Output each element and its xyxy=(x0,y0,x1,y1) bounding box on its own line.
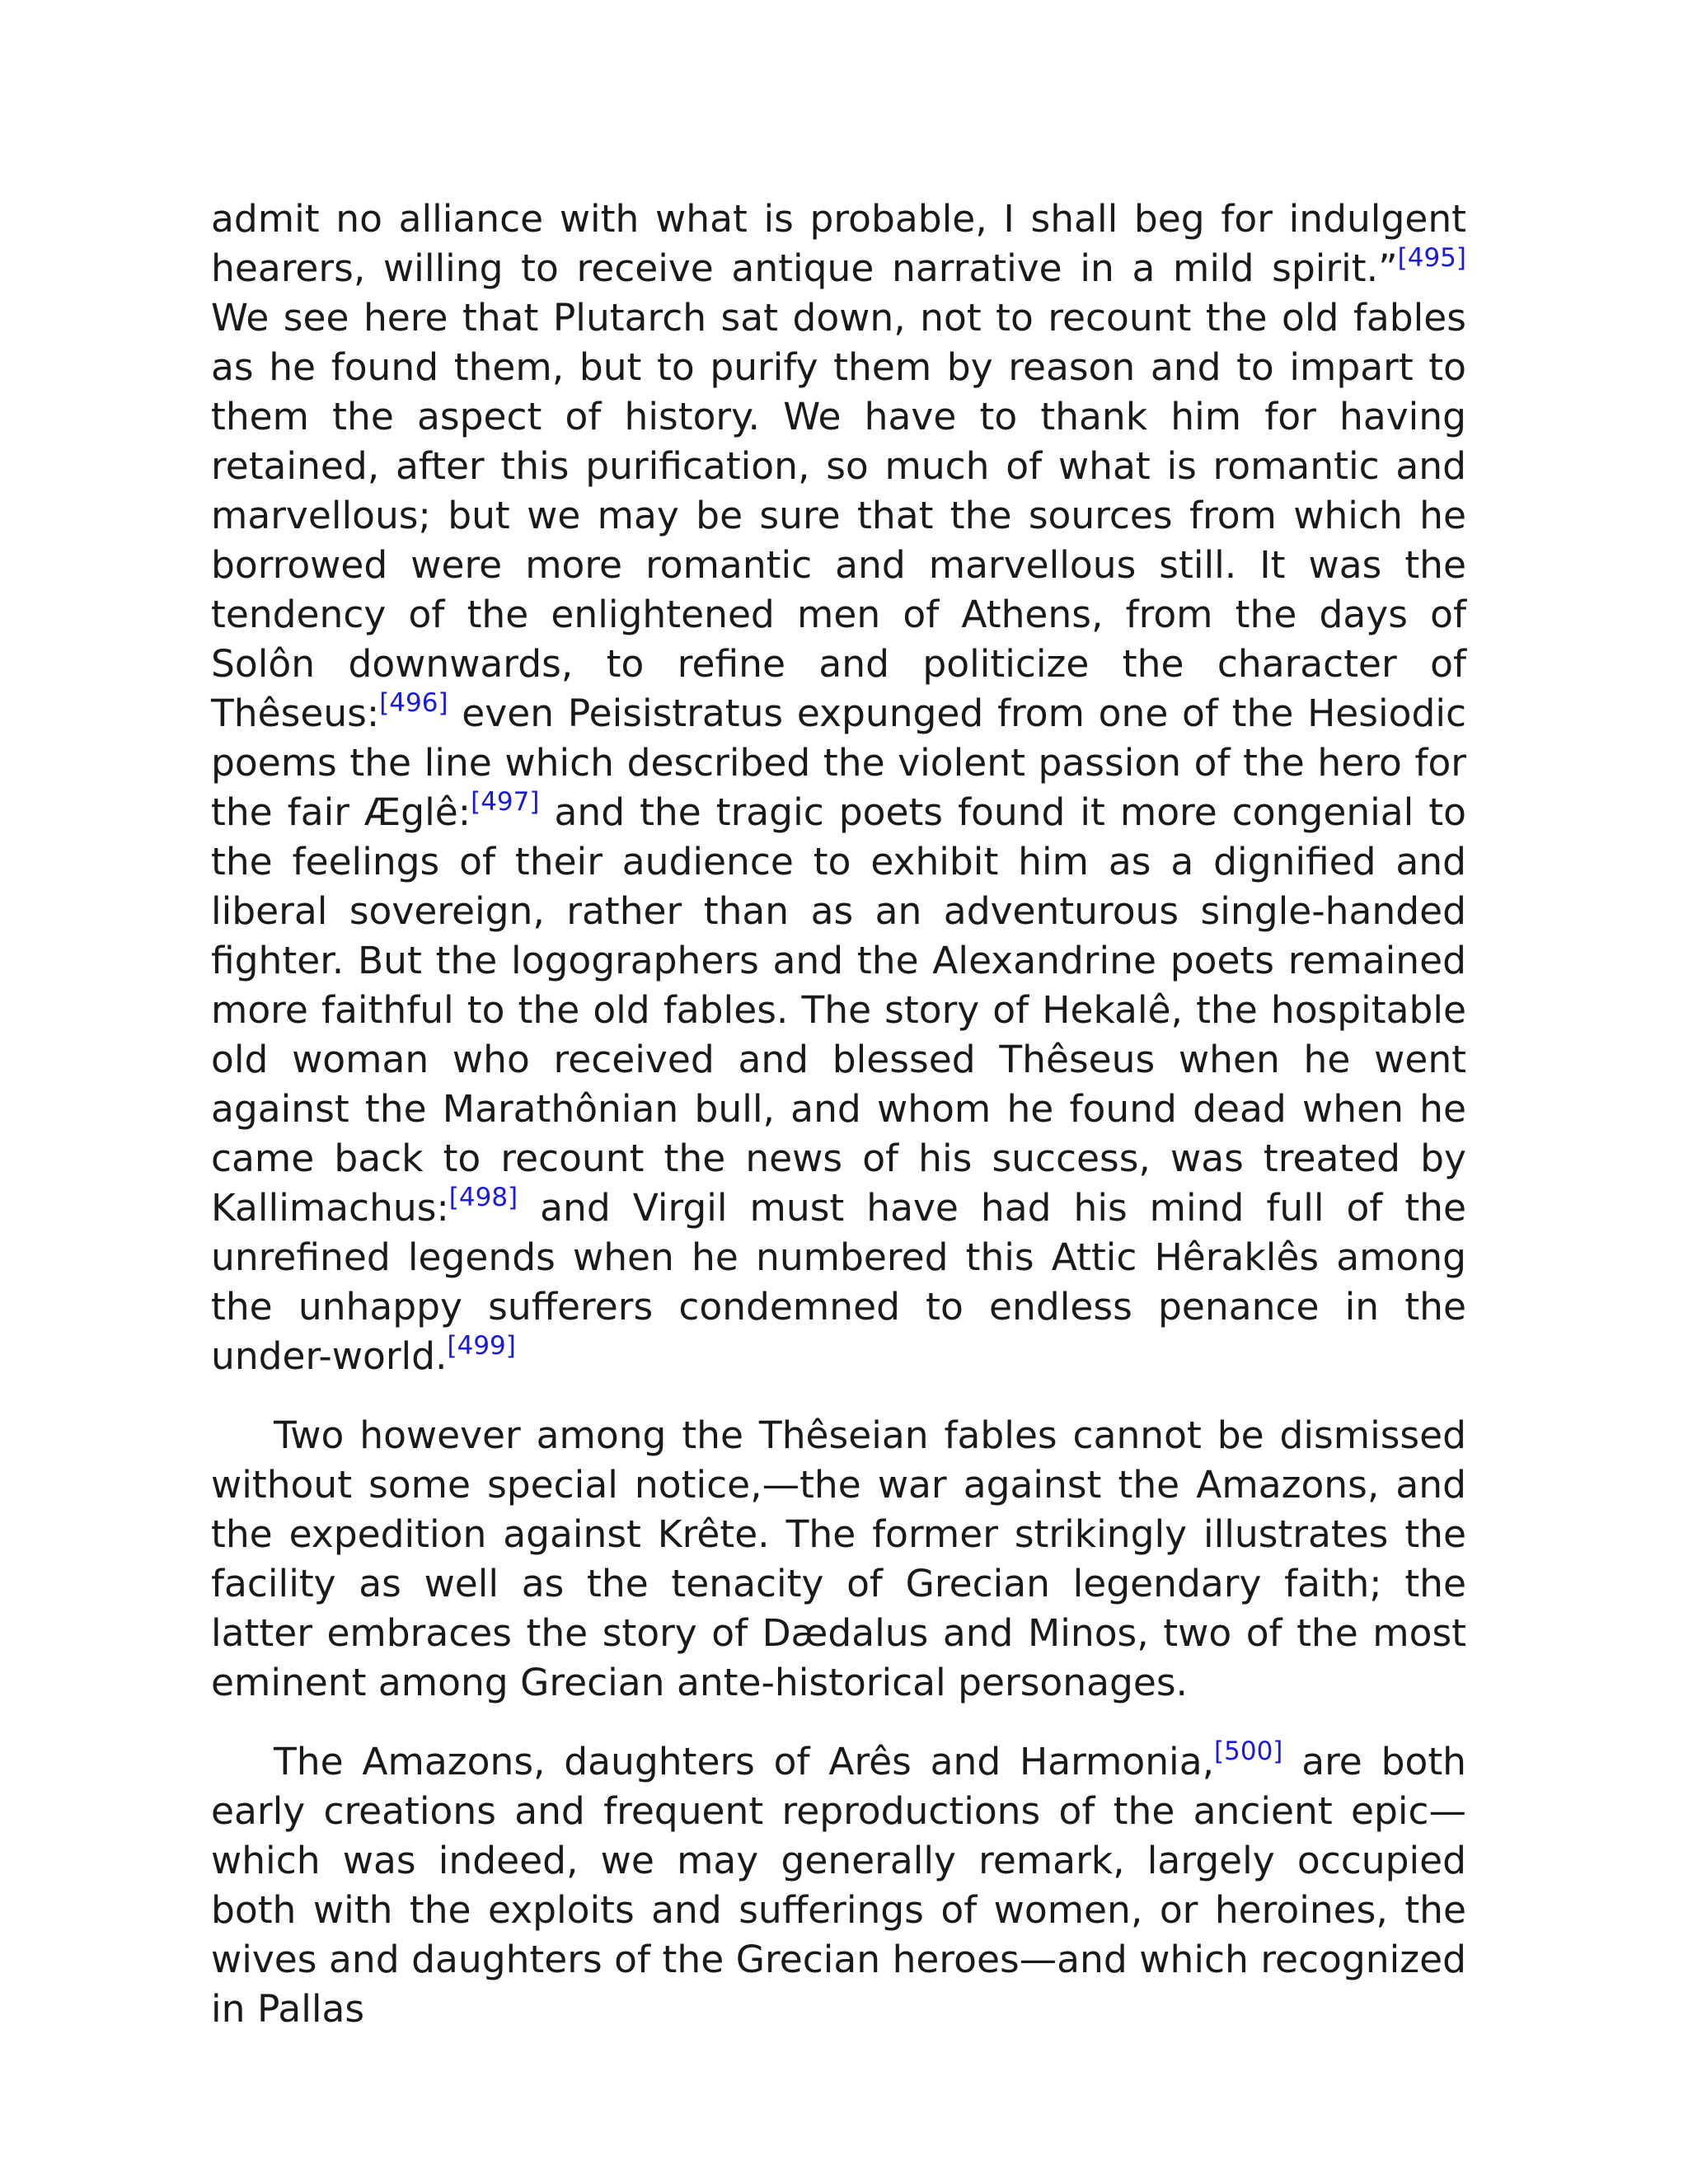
document-page xyxy=(211,194,1466,2034)
footnote-link-500[interactable]: [500] xyxy=(1214,1736,1283,1766)
paragraph-text: The Amazons, daughters of Arês and Harmonia, xyxy=(274,1740,1215,1783)
footnote-link-495[interactable]: [495] xyxy=(1397,243,1466,273)
paragraph-text: We see here that Plutarch sat down, not to recount the old fables as he found them, but to purify them by reason and to impart to them the aspect of history. We have to thank him for having retained, after this purification, so much of what is romantic and marvellous; but we may be sure that the sources from which he borrowed were more romantic and marvellous still. It was the tendency of the enlightened men of Athens, from the days of Solôn downwards, to refine and politicize the character of Thêseus: xyxy=(211,296,1466,735)
footnote-link-497[interactable]: [497] xyxy=(471,787,540,817)
footnote-link-498[interactable]: [498] xyxy=(448,1183,518,1212)
paragraph-text: and the tragic poets found it more congenial to the feelings of their audience to exhibit him as a dignified and liberal sovereign, rather than as an adventurous single-handed fighter. But the logographers and the Alexandrine poets remained more faithful to the old fables. The story of Hekalê, the hospitable old woman who received and blessed Thêseus when he went against the Marathônian bull, and whom he found dead when he came back to recount the news of his success, was treated by Kallimachus: xyxy=(211,790,1467,1230)
paragraph-text: admit no alliance with what is probable, I shall beg for indulgent hearers, willing to receive antique narrative in a mild spirit.” xyxy=(211,197,1466,290)
footnote-link-499[interactable]: [499] xyxy=(447,1331,516,1361)
paragraph-text: and Virgil must have had his mind full of the unrefined legends when he numbered this Attic Hêraklês among the unhappy sufferers condemned to endless penance in the under-world. xyxy=(211,1186,1466,1378)
paragraph-text: Two however among the Thêseian fables cannot be dismissed without some special notice,—the war against the Amazons, and the expedition against Krête. The former strikingly illustrates the facility as well as the tenacity of Grecian legendary faith; the latter embraces the story of Dædalus and Minos, two of the most eminent among Grecian ante-historical personages. xyxy=(211,1413,1466,1704)
paragraph-amazons xyxy=(211,1737,1466,2034)
paragraph-text: are both early creations and frequent reproductions of the ancient epic—which was indeed, we may generally remark, largely occupied both with the exploits and sufferings of women, or heroines, the wives and daughters of the Grecian heroes—and which recognized in Pallas xyxy=(211,1740,1466,2031)
paragraph-plutarch-theseus xyxy=(211,194,1466,1381)
footnote-link-496[interactable]: [496] xyxy=(379,688,448,718)
paragraph-text: even Peisistratus expunged from one of the Hesiodic poems the line which described the violent passion of the hero for the fair Æglê: xyxy=(211,691,1466,834)
paragraph-theseian-fables xyxy=(211,1411,1466,1708)
